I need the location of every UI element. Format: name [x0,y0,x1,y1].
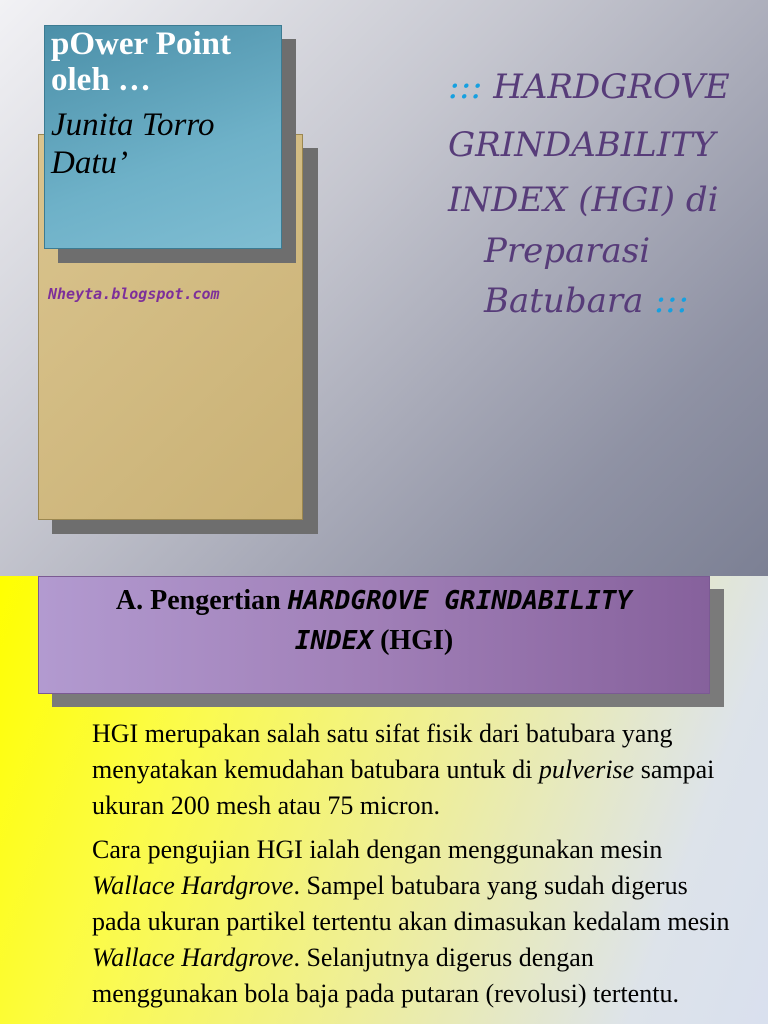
title-open-marker: ::: [448,67,483,107]
title-line-5 [440,276,760,326]
author-name-line-2: Datu’ [51,145,128,181]
title-text-5: Batubara [484,281,644,321]
paragraph-2-text-2: . Sampel batubara yang sudah digerus pada ukuran partikel tertentu akan dimasukan kedalam mesin [92,871,730,936]
paragraph-2 [92,832,732,1012]
heading-line-2 [39,621,709,661]
paragraph-2-text-1: Cara pengujian HGI ialah dengan menggunakan mesin [92,835,663,864]
author-line-2: oleh … [51,62,151,98]
author-name [51,106,275,182]
section-heading [38,576,710,694]
heading-line-1 [39,581,709,621]
paragraph-1-emphasis: pulverise [538,755,635,784]
slide-title [440,58,760,326]
author-box [44,25,282,249]
paragraph-1-text-2: sampai ukuran 200 mesh atau 75 micron. [92,755,715,820]
title-text-1: HARDGROVE [493,67,730,107]
title-line-4: Preparasi [484,231,651,271]
author-name-line-1: Junita Torro [51,107,215,143]
paragraph-1 [92,716,732,824]
blog-url: Nheyta.blogspot.com [48,285,220,303]
heading-suffix: (HGI) [373,625,454,656]
paragraph-2-emphasis-2: Wallace Hardgrove [92,943,294,972]
title-line-2: GRINDABILITY [448,125,716,165]
heading-prefix: A. Pengertian [115,585,288,616]
title-line-3: INDEX (HGI) di [448,180,719,220]
body-text [92,716,732,1020]
title-line-1 [440,58,760,116]
paragraph-2-emphasis-1: Wallace Hardgrove [92,871,294,900]
paragraph-2-text-3: . Selanjutnya digerus dengan menggunakan bola baja pada putaran (revolusi) tertentu. [92,943,679,1008]
heading-term-2: INDEX [294,626,374,656]
title-close-marker: ::: [654,281,689,321]
author-line-1: pOwer Point [51,26,231,62]
content-slide [0,576,768,1024]
paragraph-1-text-1: HGI merupakan salah satu sifat fisik dari batubara yang menyatakan kemudahan batubara untuk di [92,719,673,784]
heading-term-1: HARDGROVE GRINDABILITY [287,586,633,616]
